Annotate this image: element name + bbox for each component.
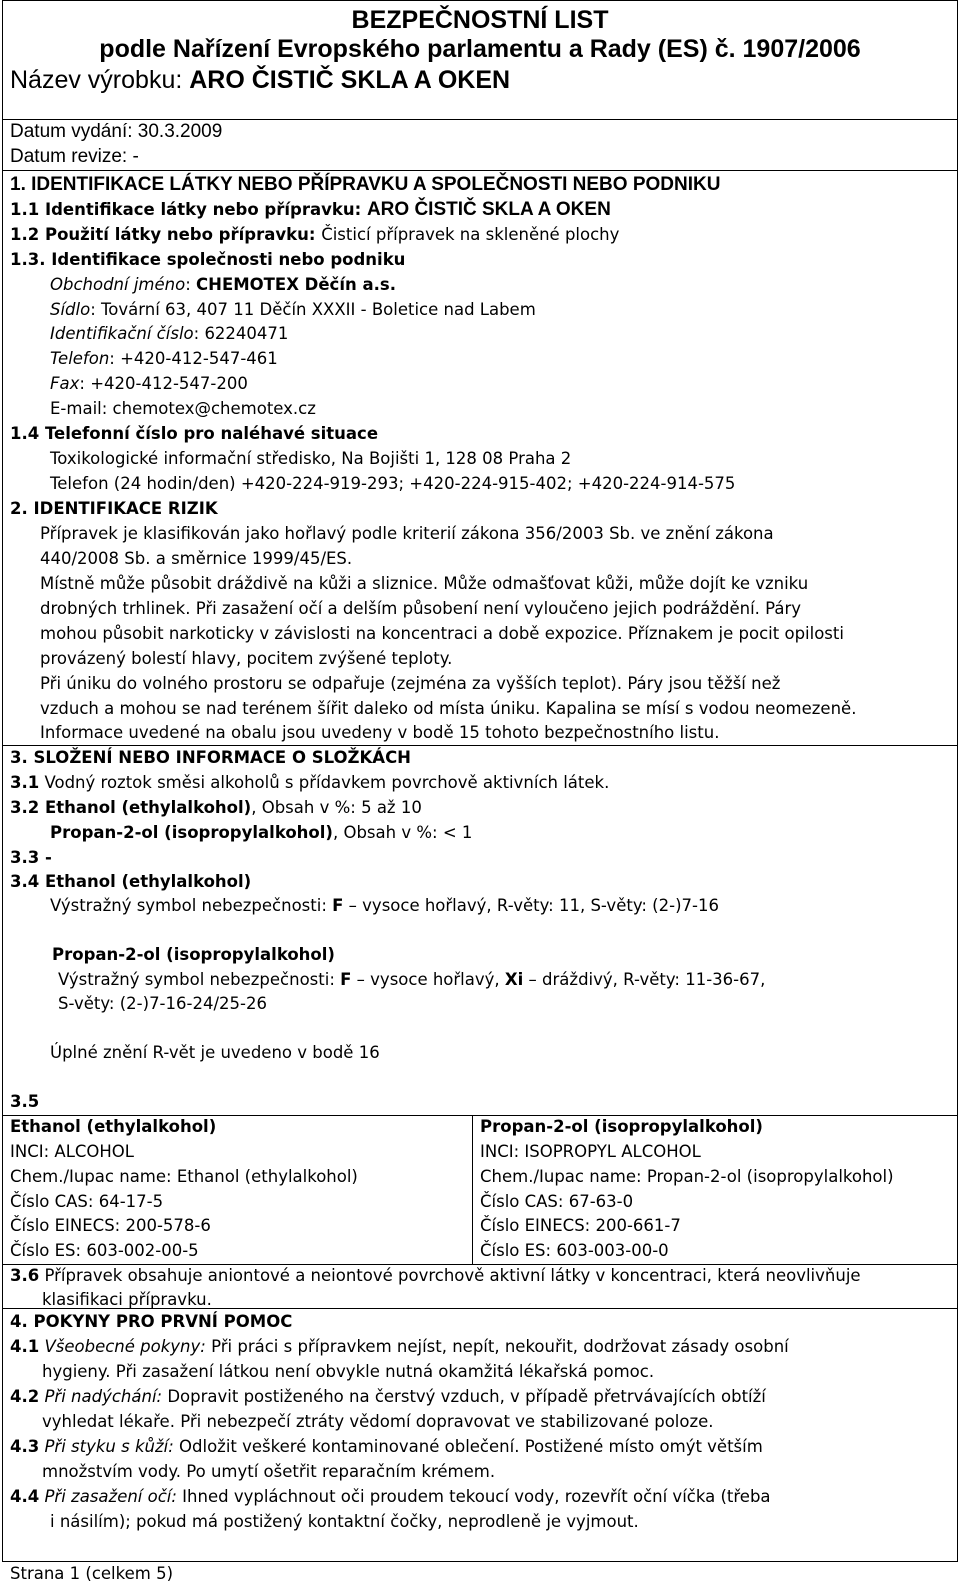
revision-date: Datum revize: - [10, 146, 139, 167]
id-label: Identifikační číslo [50, 324, 194, 343]
s35-num: 3.5 [10, 1092, 40, 1111]
s14-heading: 1.4 Telefonní číslo pro naléhavé situace [10, 424, 379, 443]
section2-line: Přípravek je klasifikován jako hořlavý podle kriterií zákona 356/2003 Sb. ve znění zákona [40, 524, 774, 543]
product-name-line [10, 66, 510, 95]
s32-text: , Obsah v %: 5 až 10 [251, 798, 422, 817]
s32b-line [50, 823, 472, 842]
s34-propanol-symbol-f: F [340, 970, 352, 989]
s11-line [10, 199, 611, 221]
item-text: Při práci s přípravkem nejíst, nepít, nekouřit, dodržovat zásady osobní [205, 1337, 789, 1356]
s34-ethanol-pre: Výstražný symbol nebezpečnosti: [50, 896, 333, 915]
s32-line [10, 798, 422, 817]
s32-num: 3.2 [10, 798, 40, 817]
first-aid-item [10, 1487, 771, 1506]
phone-label: Telefon [50, 349, 110, 368]
id-line: Identifikační číslo: 62240471 [50, 324, 289, 343]
document-subtitle: podle Nařízení Evropského parlamentu a Rady (ES) č. 1907/2006 [99, 35, 861, 63]
s34-heading: 3.4 Ethanol (ethylalkohol) [10, 872, 252, 891]
seat-value: Tovární 63, 407 11 Děčín XXXII - Boletice nad Labem [101, 300, 536, 319]
s31-num: 3.1 [10, 773, 40, 792]
s34-note: Úplné znění R-vět je uvedeno v bodě 16 [50, 1043, 380, 1062]
fax-label: Fax [50, 374, 80, 393]
fax-value: +420-412-547-200 [90, 374, 248, 393]
section2-line: drobných trhlinek. Při zasažení očí a delším působení není vyloučeno jejich podráždění. Páry [40, 599, 802, 618]
table-right-cell: INCI: ISOPROPYL ALCOHOL [480, 1142, 701, 1161]
first-aid-item-cont: množstvím vody. Po umytí ošetřit reparačním krémem. [42, 1462, 496, 1481]
section2-line: Informace uvedené na obalu jsou uvedeny v bodě 15 tohoto bezpečnostního listu. [40, 723, 720, 742]
section1-heading: 1. IDENTIFIKACE LÁTKY NEBO PŘÍPRAVKU A SPOLEČNOSTI NEBO PODNIKU [10, 174, 721, 195]
s34-propanol-symbol-xi: Xi [504, 970, 524, 989]
table-divider [472, 1115, 473, 1265]
first-aid-item-cont: i násilím); pokud má postižený kontaktní čočky, neprodleně je vyjmout. [50, 1512, 639, 1531]
s36-num: 3.6 [10, 1266, 40, 1285]
s12-label: Použití látky nebo přípravku: [44, 225, 322, 244]
table-right-cell: Číslo EINECS: 200-661-7 [480, 1216, 681, 1235]
item-num: 4.4 [10, 1487, 40, 1506]
s36-line2: klasifikaci přípravku. [42, 1290, 212, 1309]
s34-ethanol-post: – vysoce hořlavý, R-věty: 11, S-věty: (2-)7-16 [343, 896, 719, 915]
s33-line: 3.3 - [10, 848, 52, 867]
s31-line [10, 773, 609, 792]
page-number: Strana 1 (celkem 5) [10, 1564, 174, 1583]
seat-label: Sídlo [50, 300, 91, 319]
table-left-heading: Ethanol (ethylalkohol) [10, 1117, 217, 1136]
item-text: Odložit veškeré kontaminované oblečení. Postižené místo omýt větším [173, 1437, 763, 1456]
trade-value: CHEMOTEX Děčín a.s. [196, 275, 396, 294]
item-label: Při zasažení očí: [44, 1487, 177, 1506]
s34-ethanol-symbol: F [332, 896, 344, 915]
section2-line: Místně může působit dráždivě na kůži a sliznice. Může odmašťovat kůži, může dojít ke vzniku [40, 574, 809, 593]
divider-line [2, 1115, 958, 1116]
s12-num: 1.2 [10, 225, 45, 244]
s12-line [10, 225, 619, 244]
divider-line [2, 1264, 958, 1265]
s32b-text: , Obsah v %: < 1 [332, 823, 473, 842]
document-title: BEZPEČNOSTNÍ LIST [351, 6, 609, 34]
table-left-cell: Číslo CAS: 64-17-5 [10, 1192, 164, 1211]
section2-line: Při úniku do volného prostoru se odpařuje (zejména za vyšších teplot). Páry jsou těžší než [40, 674, 781, 693]
item-label: Při nadýchání: [44, 1387, 163, 1406]
s34-propanol-heading: Propan-2-ol (isopropylalkohol) [52, 945, 335, 964]
s11-value: ARO ČISTIČ SKLA A OKEN [366, 199, 611, 220]
divider-line [2, 170, 958, 171]
seat-line: Sídlo: Tovární 63, 407 11 Děčín XXXII - Boletice nad Labem [50, 300, 536, 319]
table-left-cell: Chem./Iupac name: Ethanol (ethylalkohol) [10, 1167, 358, 1186]
table-right-cell: Číslo CAS: 67-63-0 [480, 1192, 634, 1211]
section4-heading: 4. POKYNY PRO PRVNÍ POMOC [10, 1312, 293, 1331]
first-aid-item-cont: vyhledat lékaře. Při nebezpečí ztráty vědomí dopravovat ve stabilizované poloze. [42, 1412, 714, 1431]
phone-line: Telefon: +420-412-547-461 [50, 349, 278, 368]
s14-line2: Telefon (24 hodin/den) +420-224-919-293; +420-224-915-402; +420-224-914-575 [50, 474, 736, 493]
table-right-cell: Číslo ES: 603-003-00-0 [480, 1241, 669, 1260]
s31-text: Vodný roztok směsi alkoholů s přídavkem povrchově aktivních látek. [39, 773, 610, 792]
s34-propanol-line [58, 970, 765, 989]
s34-propanol-post: – dráždivý, R-věty: 11-36-67, [523, 970, 766, 989]
section3-heading: 3. SLOŽENÍ NEBO INFORMACE O SLOŽKÁCH [10, 748, 411, 767]
first-aid-item [10, 1437, 763, 1456]
s13-heading: 1.3. Identifikace společnosti nebo podniku [10, 250, 406, 269]
s14-line1: Toxikologické informační středisko, Na Bojišti 1, 128 08 Praha 2 [50, 449, 572, 468]
email-line: E-mail: chemotex@chemotex.cz [50, 399, 316, 418]
product-label: Název výrobku: [10, 66, 190, 94]
section2-line: mohou působit narkoticky v závislosti na koncentraci a době expozice. Příznakem je pocit opilosti [40, 624, 844, 643]
table-left-cell: Číslo EINECS: 200-578-6 [10, 1216, 211, 1235]
section2-heading: 2. IDENTIFIKACE RIZIK [10, 499, 218, 518]
item-num: 4.2 [10, 1387, 40, 1406]
trade-name-line: Obchodní jméno: CHEMOTEX Děčín a.s. [50, 275, 396, 294]
table-left-cell: INCI: ALCOHOL [10, 1142, 134, 1161]
section2-line: vzduch a mohou se nad terénem šířit daleko od místa úniku. Kapalina se mísí s vodou neomezeně. [40, 699, 857, 718]
s11-label: 1.1 Identifikace látky nebo přípravku: [10, 200, 367, 219]
id-value: 62240471 [204, 324, 289, 343]
s36-text: Přípravek obsahuje aniontové a neiontové povrchově aktivní látky v koncentraci, která neovlivňuje [39, 1266, 861, 1285]
table-left-cell: Číslo ES: 603-002-00-5 [10, 1241, 199, 1260]
item-text: Dopravit postiženého na čerstvý vzduch, v případě přetrvávajících obtíží [162, 1387, 766, 1406]
item-num: 4.3 [10, 1437, 40, 1456]
trade-label: Obchodní jméno [50, 275, 186, 294]
item-label: Při styku s kůží: [44, 1437, 174, 1456]
s36-line1 [10, 1266, 861, 1285]
s34-propanol-s-line: S-věty: (2-)7-16-24/25-26 [58, 994, 267, 1013]
s12-value: Čisticí přípravek na skleněné plochy [321, 225, 620, 244]
item-text: Ihned vypláchnout oči proudem tekoucí vody, rozevřít oční víčka (třeba [176, 1487, 771, 1506]
product-name: ARO ČISTIČ SKLA A OKEN [189, 66, 511, 94]
item-label: Všeobecné pokyny: [44, 1337, 206, 1356]
issue-date: Datum vydání: 30.3.2009 [10, 121, 223, 142]
s34-propanol-mid: – vysoce hořlavý, [351, 970, 505, 989]
s34-ethanol-line [50, 896, 719, 915]
section2-line: provázený bolestí hlavy, pocitem zvýšené teploty. [40, 649, 453, 668]
first-aid-item-cont: hygieny. Při zasažení látkou není obvykle nutná okamžitá lékařská pomoc. [42, 1362, 655, 1381]
section2-line: 440/2008 Sb. a směrnice 1999/45/ES. [40, 549, 353, 568]
table-right-cell: Chem./Iupac name: Propan-2-ol (isopropylalkohol) [480, 1167, 894, 1186]
s32-name: Ethanol (ethylalkohol) [39, 798, 252, 817]
table-right-heading: Propan-2-ol (isopropylalkohol) [480, 1117, 763, 1136]
first-aid-item [10, 1387, 766, 1406]
phone-value: +420-412-547-461 [120, 349, 278, 368]
s32b-name: Propan-2-ol (isopropylalkohol) [50, 823, 333, 842]
first-aid-item [10, 1337, 789, 1356]
s34-propanol-pre: Výstražný symbol nebezpečnosti: [58, 970, 341, 989]
fax-line: Fax: +420-412-547-200 [50, 374, 248, 393]
item-num: 4.1 [10, 1337, 40, 1356]
